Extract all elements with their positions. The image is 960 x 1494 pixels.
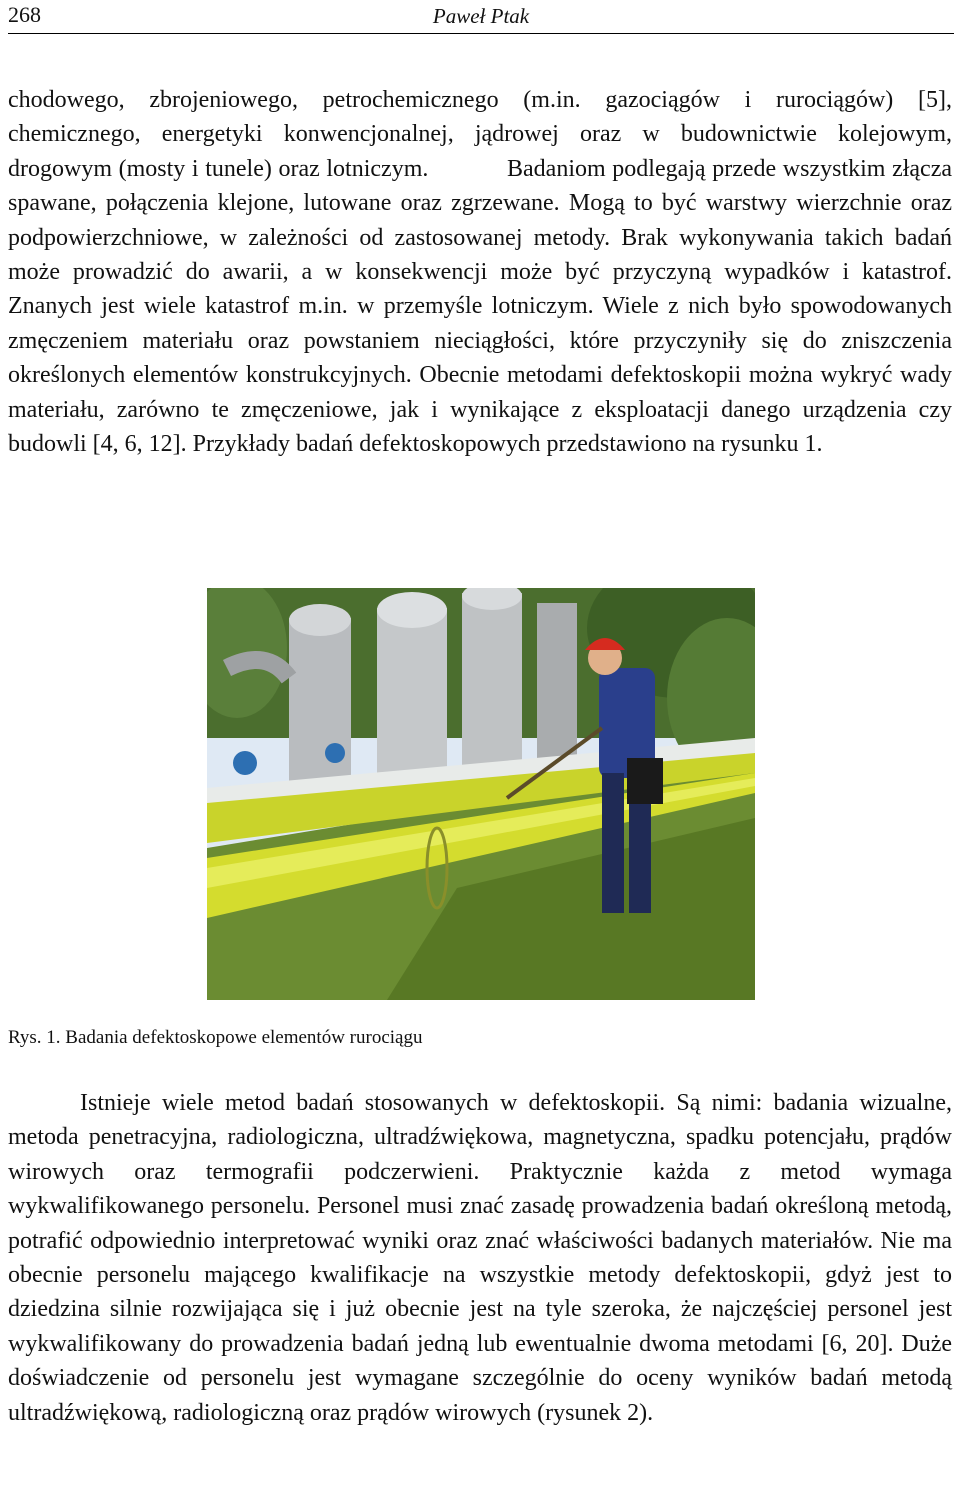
figure-pipeline-inspection-photo	[207, 588, 755, 1000]
page-number: 268	[8, 2, 41, 27]
page-header	[8, 0, 954, 34]
paragraph-2	[8, 1086, 952, 1430]
figure-caption: Rys. 1. Badania defektoskopowe elementów rurociągu	[8, 1027, 423, 1048]
running-head-author: Paweł Ptak	[432, 4, 530, 28]
paragraph-1-text-b: Badaniom podlegają przede wszystkim złącza spawane, połączenia klejone, lutowane oraz zgrzewane. Mogą to być warstwy wierzchnie oraz podpowierzchniowe, w zależności od zastosowanej metody. Brak wykonywania takich badań może prowadzić do awarii, a w konsekwencji może być przyczyną wypadków i katastrof. Znanych jest wiele katastrof m.in. w przemyśle lotniczym. Wiele z nich było spowodowanych zmęczeniem materiału oraz powstaniem nieciągłości, które przyczyniły się do zniszczenia określonych elementów konstrukcyjnych. Obecnie metodami defektoskopii można wykryć wady materiału, zarówno te zmęczeniowe, jak i wynikające z eksploatacji danego urządzenia czy budowli [4, 6, 12]. Przykłady badań defektoskopowych przedstawiono na rysunku 1.	[8, 155, 953, 458]
paragraph-2-text: Istnieje wiele metod badań stosowanych w defektoskopii. Są nimi: badania wizualne, metoda penetracyjna, radiologiczna, ultradźwiękowa, magnetyczna, spadku potencjału, prądów wirowych oraz termografii podczerwieni. Praktycznie każda z metod wymaga wykwalifikowanego personelu. Personel musi znać zasadę prowadzenia badań określoną metodą, potrafić odpowiednio interpretować wyniki oraz znać właściwości badanych materiałów. Nie ma obecnie personelu mającego kwalifikacje na wszystkie metody defektoskopii, gdyż jest to dziedzina silnie rozwijająca się i już obecnie jest na tyle szeroka, że najczęściej personel jest wykwalifikowany do prowadzenia badań jedną lub ewentualnie dwoma metodami [6, 20]. Duże doświadczenie od personelu jest wymagane szczególnie do oceny wyników badań metodą ultradźwiękową, radiologiczną oraz prądów wirowych (rysunek 2).	[8, 1090, 952, 1426]
paragraph-1-text-a: chodowego, zbrojeniowego, petrochemicznego (m.in. gazociągów i rurociągów) [5], chemicznego, energetyki konwencjonalnej, jądrowej oraz w budownictwie kolejowym, drogowym (mosty i tunele) oraz lotniczym.	[8, 87, 952, 182]
paragraph-1	[8, 83, 952, 461]
